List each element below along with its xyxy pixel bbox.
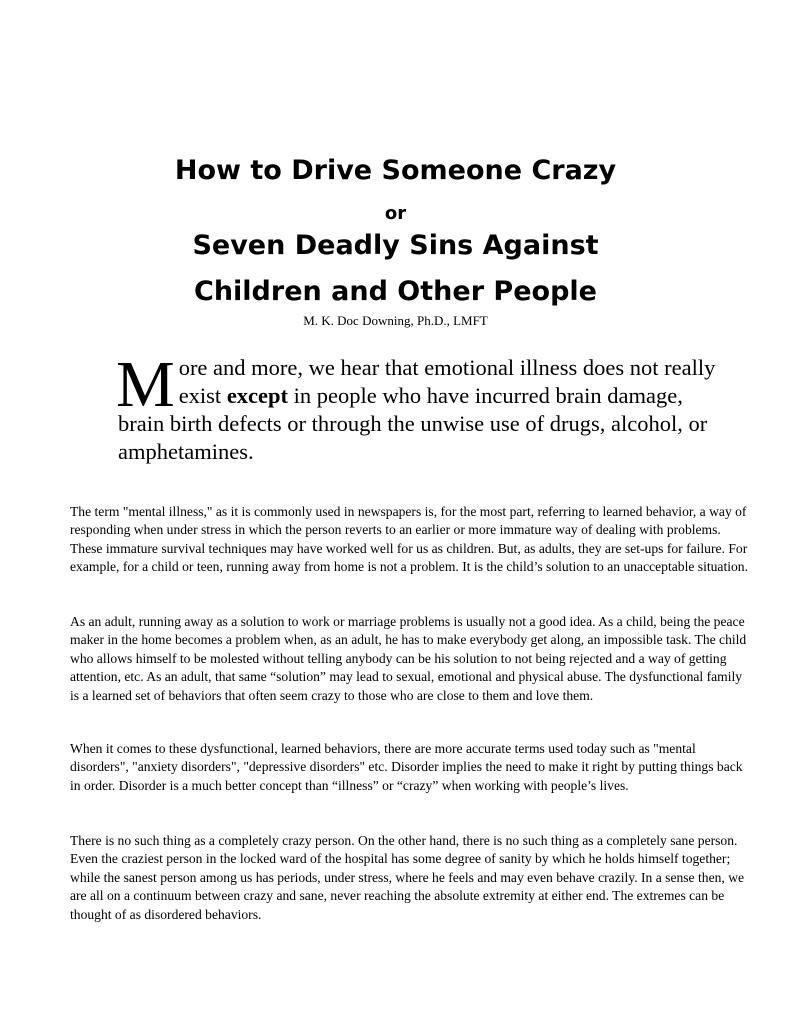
body-paragraph-2: As an adult, running away as a solution to work or marriage problems is usually not a good idea. As a child, being the peace maker in the home becomes a problem when, as an adult, he has to make everybody get along, an impossible task. The child who allows himself to be molested without telling anybody can be his solution to not being rejected and a way of getting attention, etc. As an adult, that same “solution” may lead to sexual, emotional and physical abuse. The dysfunctional family is a learned set of behaviors that often seem crazy to those who are close to them and love them. [70, 614, 747, 703]
title-line-2: Seven Deadly Sins Against [192, 230, 599, 261]
lead-text-start: ore and more, we hear that emotional illness does not really exist [178, 355, 716, 408]
author-byline: M. K. Doc Downing, Ph.D., LMFT [303, 313, 488, 328]
body-paragraph-3: When it comes to these dysfunctional, learned behaviors, there are more accurate terms used today such as "mental disorders", "anxiety disorders", "depressive disorders" etc. Disorder implies the need to make it right by putting things back in order. Disorder is a much better concept than “illness” or “crazy” when working with people’s lives. [70, 741, 743, 793]
drop-cap: M [116, 348, 175, 421]
lead-bold-word: except [226, 383, 289, 408]
title-line-1: How to Drive Someone Crazy [174, 155, 617, 186]
lead-paragraph [116, 348, 718, 466]
title-line-3: Children and Other People [194, 276, 597, 307]
lead-text-end: in people who have incurred brain damage, brain birth defects or through the unwise use of drugs, alcohol, or amphetamines. [118, 383, 708, 464]
body-paragraph-4: There is no such thing as a completely crazy person. On the other hand, there is no such thing as a completely sane person. Even the craziest person in the locked ward of the hospital has some degree of sanity by which he holds himself together; while the sanest person among us has periods, under stress, where he feels and may even behave crazily. In a sense then, we are all on a continuum between crazy and sane, never reaching the absolute extremity at either end. The extremes can be thought of as disordered behaviors. [70, 833, 745, 922]
body-paragraph-1: The term "mental illness," as it is commonly used in newspapers is, for the most part, referring to learned behavior, a way of responding when under stress in which the person reverts to an earlier or more immature way of dealing with problems. These immature survival techniques may have worked well for us as children. But, as adults, they are set-ups for failure. For example, for a child or teen, running away from home is not a problem. It is the child’s solution to an unacceptable situation. [70, 504, 749, 575]
title-or: or [384, 203, 407, 224]
